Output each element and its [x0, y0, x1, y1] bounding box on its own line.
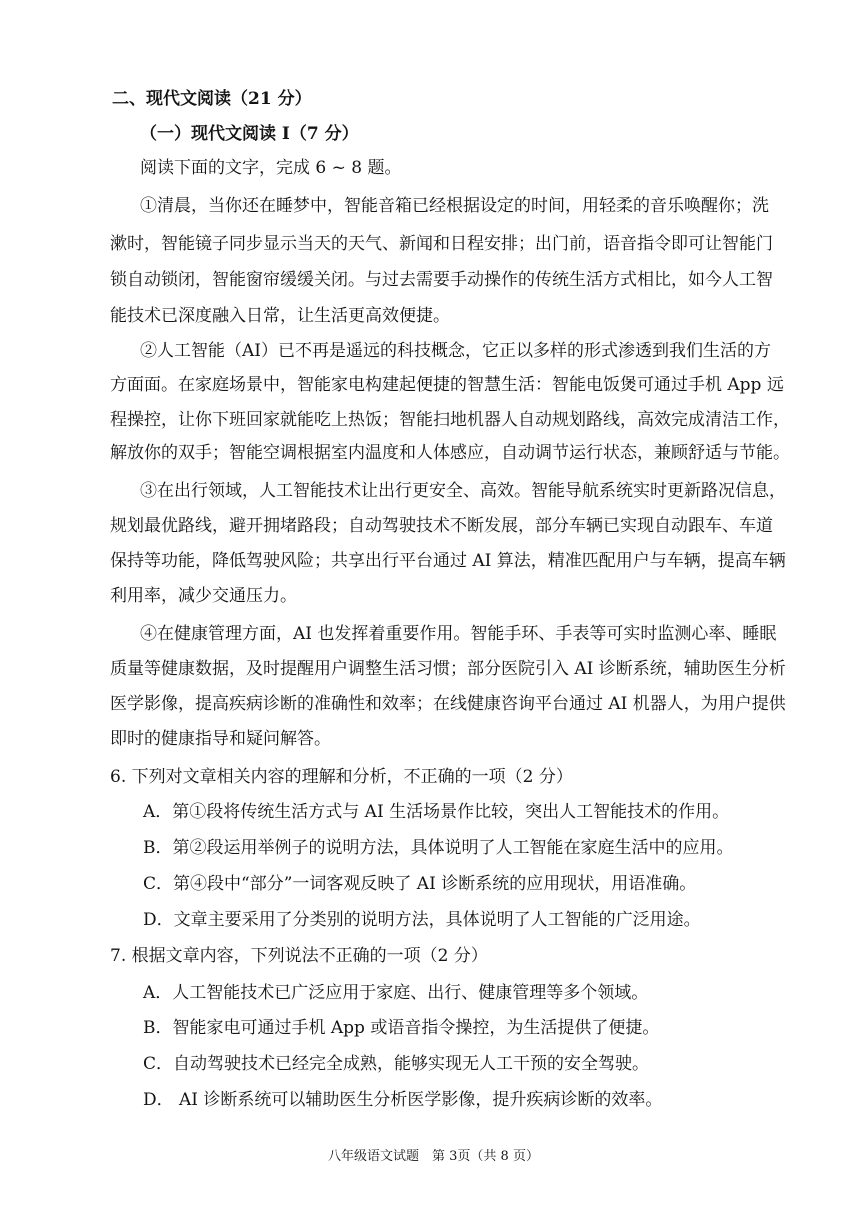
section-subtitle: （一）现代文阅读 I（7 分）: [140, 124, 359, 144]
passage-line: 利用率，减少交通压力。: [110, 586, 297, 606]
instruction-text: 阅读下面的文字，完成 6 ~ 8 题。: [140, 158, 402, 178]
passage-line: ③在出行领域，人工智能技术让出行更安全、高效。智能导航系统实时更新路况信息，: [140, 481, 786, 501]
passage-line: 程操控，让你下班回家就能吃上热饭；智能扫地机器人自动规划路线，高效完成清洁工作，: [110, 410, 790, 430]
section-title: 二、现代文阅读（21 分）: [112, 89, 312, 109]
question-stem: 6. 下列对文章相关内容的理解和分析，不正确的一项（2 分）: [110, 767, 573, 787]
question-stem: 7. 根据文章内容，下列说法不正确的一项（2 分）: [110, 946, 488, 966]
passage-line: 医学影像，提高疾病诊断的准确性和效率；在线健康咨询平台通过 AI 机器人，为用户提供: [110, 694, 786, 714]
passage-line: ④在健康管理方面，AI 也发挥着重要作用。智能手环、手表等可实时监测心率、睡眠: [140, 624, 777, 644]
page-footer: 八年级语文试题 第 3页（共 8 页）: [328, 1149, 539, 1164]
passage-line: 保持等功能，降低驾驶风险；共享出行平台通过 AI 算法，精准匹配用户与车辆，提高车辆: [110, 551, 786, 571]
passage-line: 解放你的双手；智能空调根据室内温度和人体感应，自动调节运行状态，兼顾舒适与节能。: [110, 443, 790, 463]
passage-line: 即时的健康指导和疑问解答。: [110, 729, 331, 749]
passage-line: ②人工智能（AI）已不再是遥远的科技概念，它正以多样的形式渗透到我们生活的方: [140, 341, 771, 361]
option-c: C．第④段中“部分”一词客观反映了 AI 诊断系统的应用现状，用语准确。: [143, 874, 697, 894]
option-c: C．自动驾驶技术已经完全成熟，能够实现无人工干预的安全驾驶。: [143, 1054, 650, 1074]
option-d: D．文章主要采用了分类别的说明方法，具体说明了人工智能的广泛用途。: [143, 910, 701, 930]
option-a: A．第①段将传统生活方式与 AI 生活场景作比较，突出人工智能技术的作用。: [143, 802, 730, 822]
passage-line: 质量等健康数据，及时提醒用户调整生活习惯；部分医院引入 AI 诊断系统，辅助医生分析: [110, 659, 786, 679]
option-b: B．第②段运用举例子的说明方法，具体说明了人工智能在家庭生活中的应用。: [143, 838, 734, 858]
passage-line: 漱时，智能镜子同步显示当天的天气、新闻和日程安排；出门前，语音指令即可让智能门: [110, 234, 773, 254]
option-d: D． AI 诊断系统可以辅助医生分析医学影像，提升疾病诊断的效率。: [143, 1090, 663, 1110]
passage-line: 锁自动锁闭，智能窗帘缓缓关闭。与过去需要手动操作的传统生活方式相比，如今人工智: [110, 270, 773, 290]
option-a: A．人工智能技术已广泛应用于家庭、出行、健康管理等多个领域。: [143, 983, 649, 1003]
passage-line: 方面面。在家庭场景中，智能家电构建起便捷的智慧生活：智能电饭煲可通过手机 App 远: [110, 375, 784, 395]
passage-line: 规划最优路线，避开拥堵路段；自动驾驶技术不断发展，部分车辆已实现自动跟车、车道: [110, 516, 773, 536]
passage-line: ①清晨，当你还在睡梦中，智能音箱已经根据设定的时间，用轻柔的音乐唤醒你；洗: [140, 196, 769, 216]
passage-line: 能技术已深度融入日常，让生活更高效便捷。: [110, 306, 450, 326]
option-b: B．智能家电可通过手机 App 或语音指令操控，为生活提供了便捷。: [143, 1018, 660, 1038]
